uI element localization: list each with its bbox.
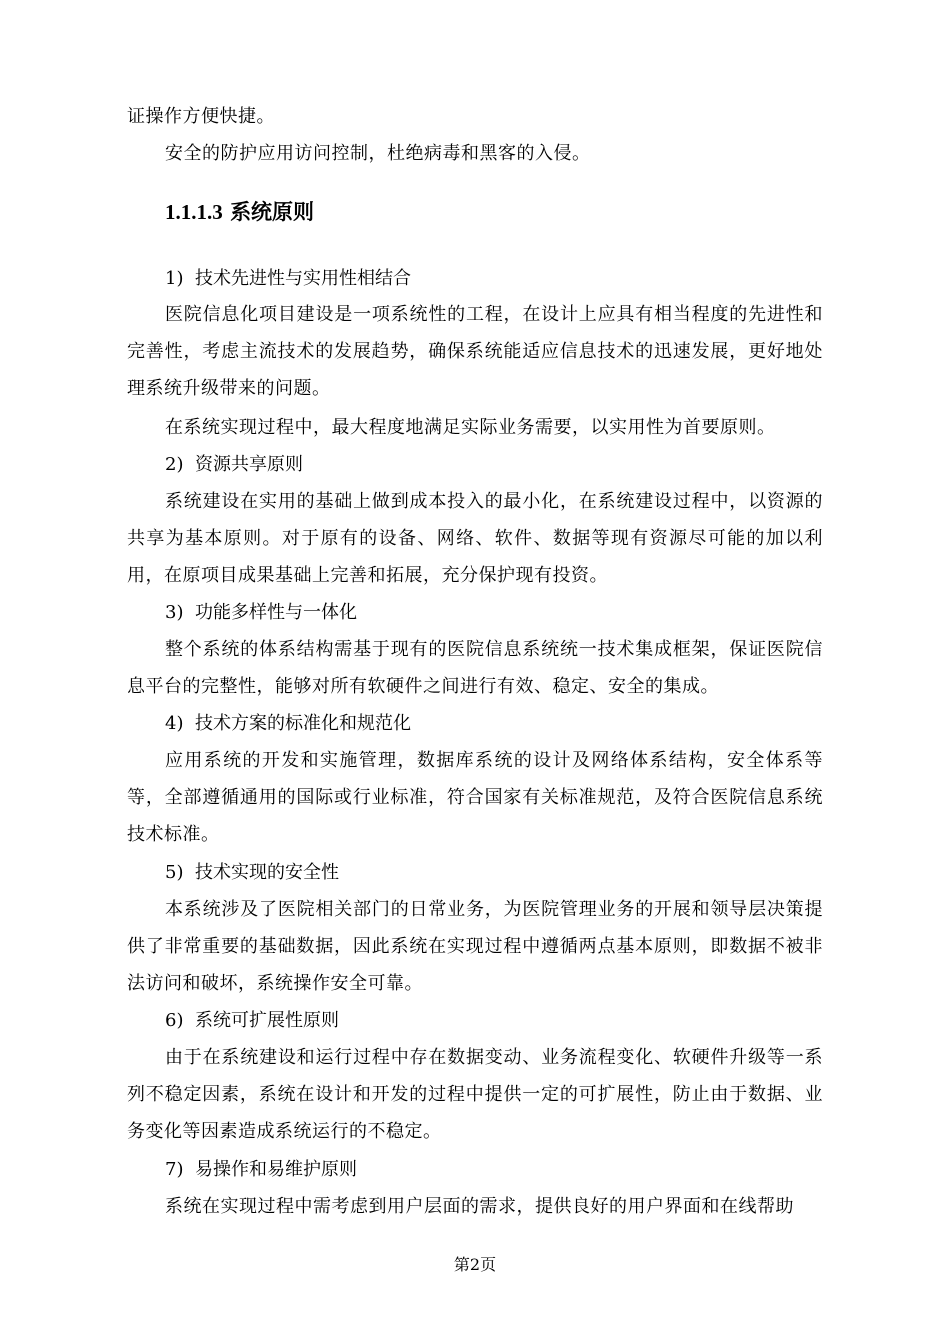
item-number: 2)	[165, 454, 184, 475]
paragraph-security: 安全的防护应用访问控制，杜绝病毒和黑客的入侵。	[165, 143, 591, 164]
paragraph-continued: 证操作方便快捷。	[127, 106, 275, 127]
item-number: 4)	[165, 713, 184, 734]
paragraph: 本系统涉及了医院相关部门的日常业务，为医院管理业务的开展和领导层决策提供了非常重要的基础数据，因此系统在实现过程中遵循两点基本原则，即数据不被非法访问和破坏，系统操作安全可靠。	[127, 899, 823, 994]
page-footer: 第2页	[453, 1255, 497, 1274]
item-number: 6)	[165, 1010, 184, 1031]
list-item	[165, 711, 411, 737]
item-title: 技术方案的标准化和规范化	[195, 713, 411, 734]
list-item	[165, 1157, 357, 1183]
list-item	[165, 860, 339, 886]
item-number: 3)	[165, 602, 184, 623]
item-title: 系统可扩展性原则	[195, 1010, 339, 1031]
item-title: 资源共享原则	[195, 454, 303, 475]
item-number: 7)	[165, 1159, 184, 1180]
list-item	[165, 266, 411, 292]
paragraph: 医院信息化项目建设是一项系统性的工程，在设计上应具有相当程度的先进性和完善性，考虑主流技术的发展趋势，确保系统能适应信息技术的迅速发展，更好地处理系统升级带来的问题。	[127, 304, 823, 399]
heading-title: 系统原则	[230, 199, 315, 224]
item-number: 5)	[165, 862, 184, 883]
item-title: 技术实现的安全性	[195, 862, 339, 883]
list-item	[165, 1008, 339, 1034]
list-item	[165, 452, 303, 478]
paragraph: 在系统实现过程中，最大程度地满足实际业务需要，以实用性为首要原则。	[165, 417, 776, 438]
paragraph: 系统建设在实用的基础上做到成本投入的最小化，在系统建设过程中，以资源的共享为基本原则。对于原有的设备、网络、软件、数据等现有资源尽可能的加以利用，在原项目成果基础上完善和拓展，充分保护现有投资。	[127, 491, 823, 586]
item-title: 功能多样性与一体化	[195, 602, 357, 623]
paragraph: 系统在实现过程中需考虑到用户层面的需求，提供良好的用户界面和在线帮助	[165, 1196, 794, 1217]
paragraph: 整个系统的体系结构需基于现有的医院信息系统统一技术集成框架，保证医院信息平台的完整性，能够对所有软硬件之间进行有效、稳定、安全的集成。	[127, 639, 823, 697]
item-title: 技术先进性与实用性相结合	[195, 268, 411, 289]
section-heading	[165, 196, 314, 228]
item-title: 易操作和易维护原则	[195, 1159, 357, 1180]
paragraph: 由于在系统建设和运行过程中存在数据变动、业务流程变化、软硬件升级等一系列不稳定因素，系统在设计和开发的过程中提供一定的可扩展性，防止由于数据、业务变化等因素造成系统运行的不稳定。	[127, 1047, 823, 1142]
paragraph: 应用系统的开发和实施管理，数据库系统的设计及网络体系结构，安全体系等等，全部遵循通用的国际或行业标准，符合国家有关标准规范，及符合医院信息系统技术标准。	[127, 750, 823, 845]
heading-number: 1.1.1.3	[165, 200, 223, 224]
item-number: 1)	[165, 268, 184, 289]
list-item	[165, 600, 357, 626]
